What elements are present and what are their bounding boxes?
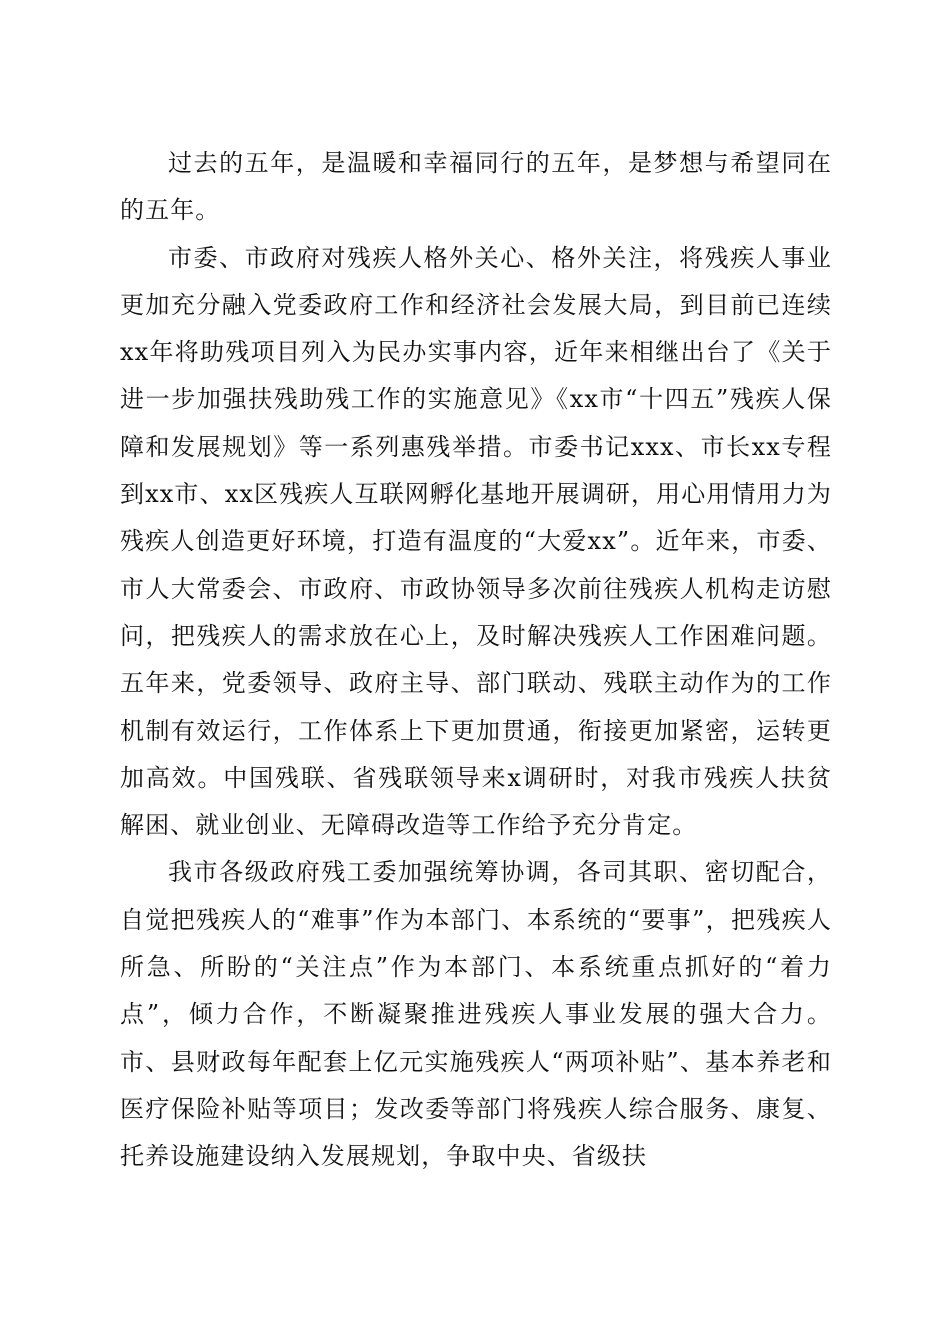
- paragraph-five-years: 过去的五年，是温暖和幸福同行的五年，是梦想与希望同在的五年。: [120, 149, 832, 225]
- document-body: [120, 140, 832, 1181]
- paragraph-government-coordination: 我市各级政府残工委加强统筹协调，各司其职、密切配合，自觉把残疾人的“难事”作为本部门、本系统的“要事”，把残疾人所急、所盼的“关注点”作为本部门、本系统重点抓好的“着力点”，倾力合作，不断凝聚推进残疾人事业发展的强大合力。市、县财政每年配套上亿元实施残疾人“两项补贴”、基本养老和医疗保险补贴等项目；发改委等部门将残疾人综合服务、康复、托养设施建设纳入发展规划，争取中央、省级扶: [120, 858, 832, 1171]
- paragraph-municipal-care: 市委、市政府对残疾人格外关心、格外关注，将残疾人事业更加充分融入党委政府工作和经济社会发展大局，到目前已连续xx年将助残项目列入为民办实事内容，近年来相继出台了《关于进一步加强扶残助残工作的实施意见》《xx市“十四五”残疾人保障和发展规划》等一系列惠残举措。市委书记xxx、市长xx专程到xx市、xx区残疾人互联网孵化基地开展调研，用心用情用力为残疾人创造更好环境，打造有温度的“大爱xx”。近年来，市委、市人大常委会、市政府、市政协领导多次前往残疾人机构走访慰问，把残疾人的需求放在心上，及时解决残疾人工作困难问题。五年来，党委领导、政府主导、部门联动、残联主动作为的工作机制有效运行，工作体系上下更加贯通，衔接更加紧密，运转更加高效。中国残联、省残联领导来x调研时，对我市残疾人扶贫解困、就业创业、无障碍改造等工作给予充分肯定。: [120, 243, 832, 840]
